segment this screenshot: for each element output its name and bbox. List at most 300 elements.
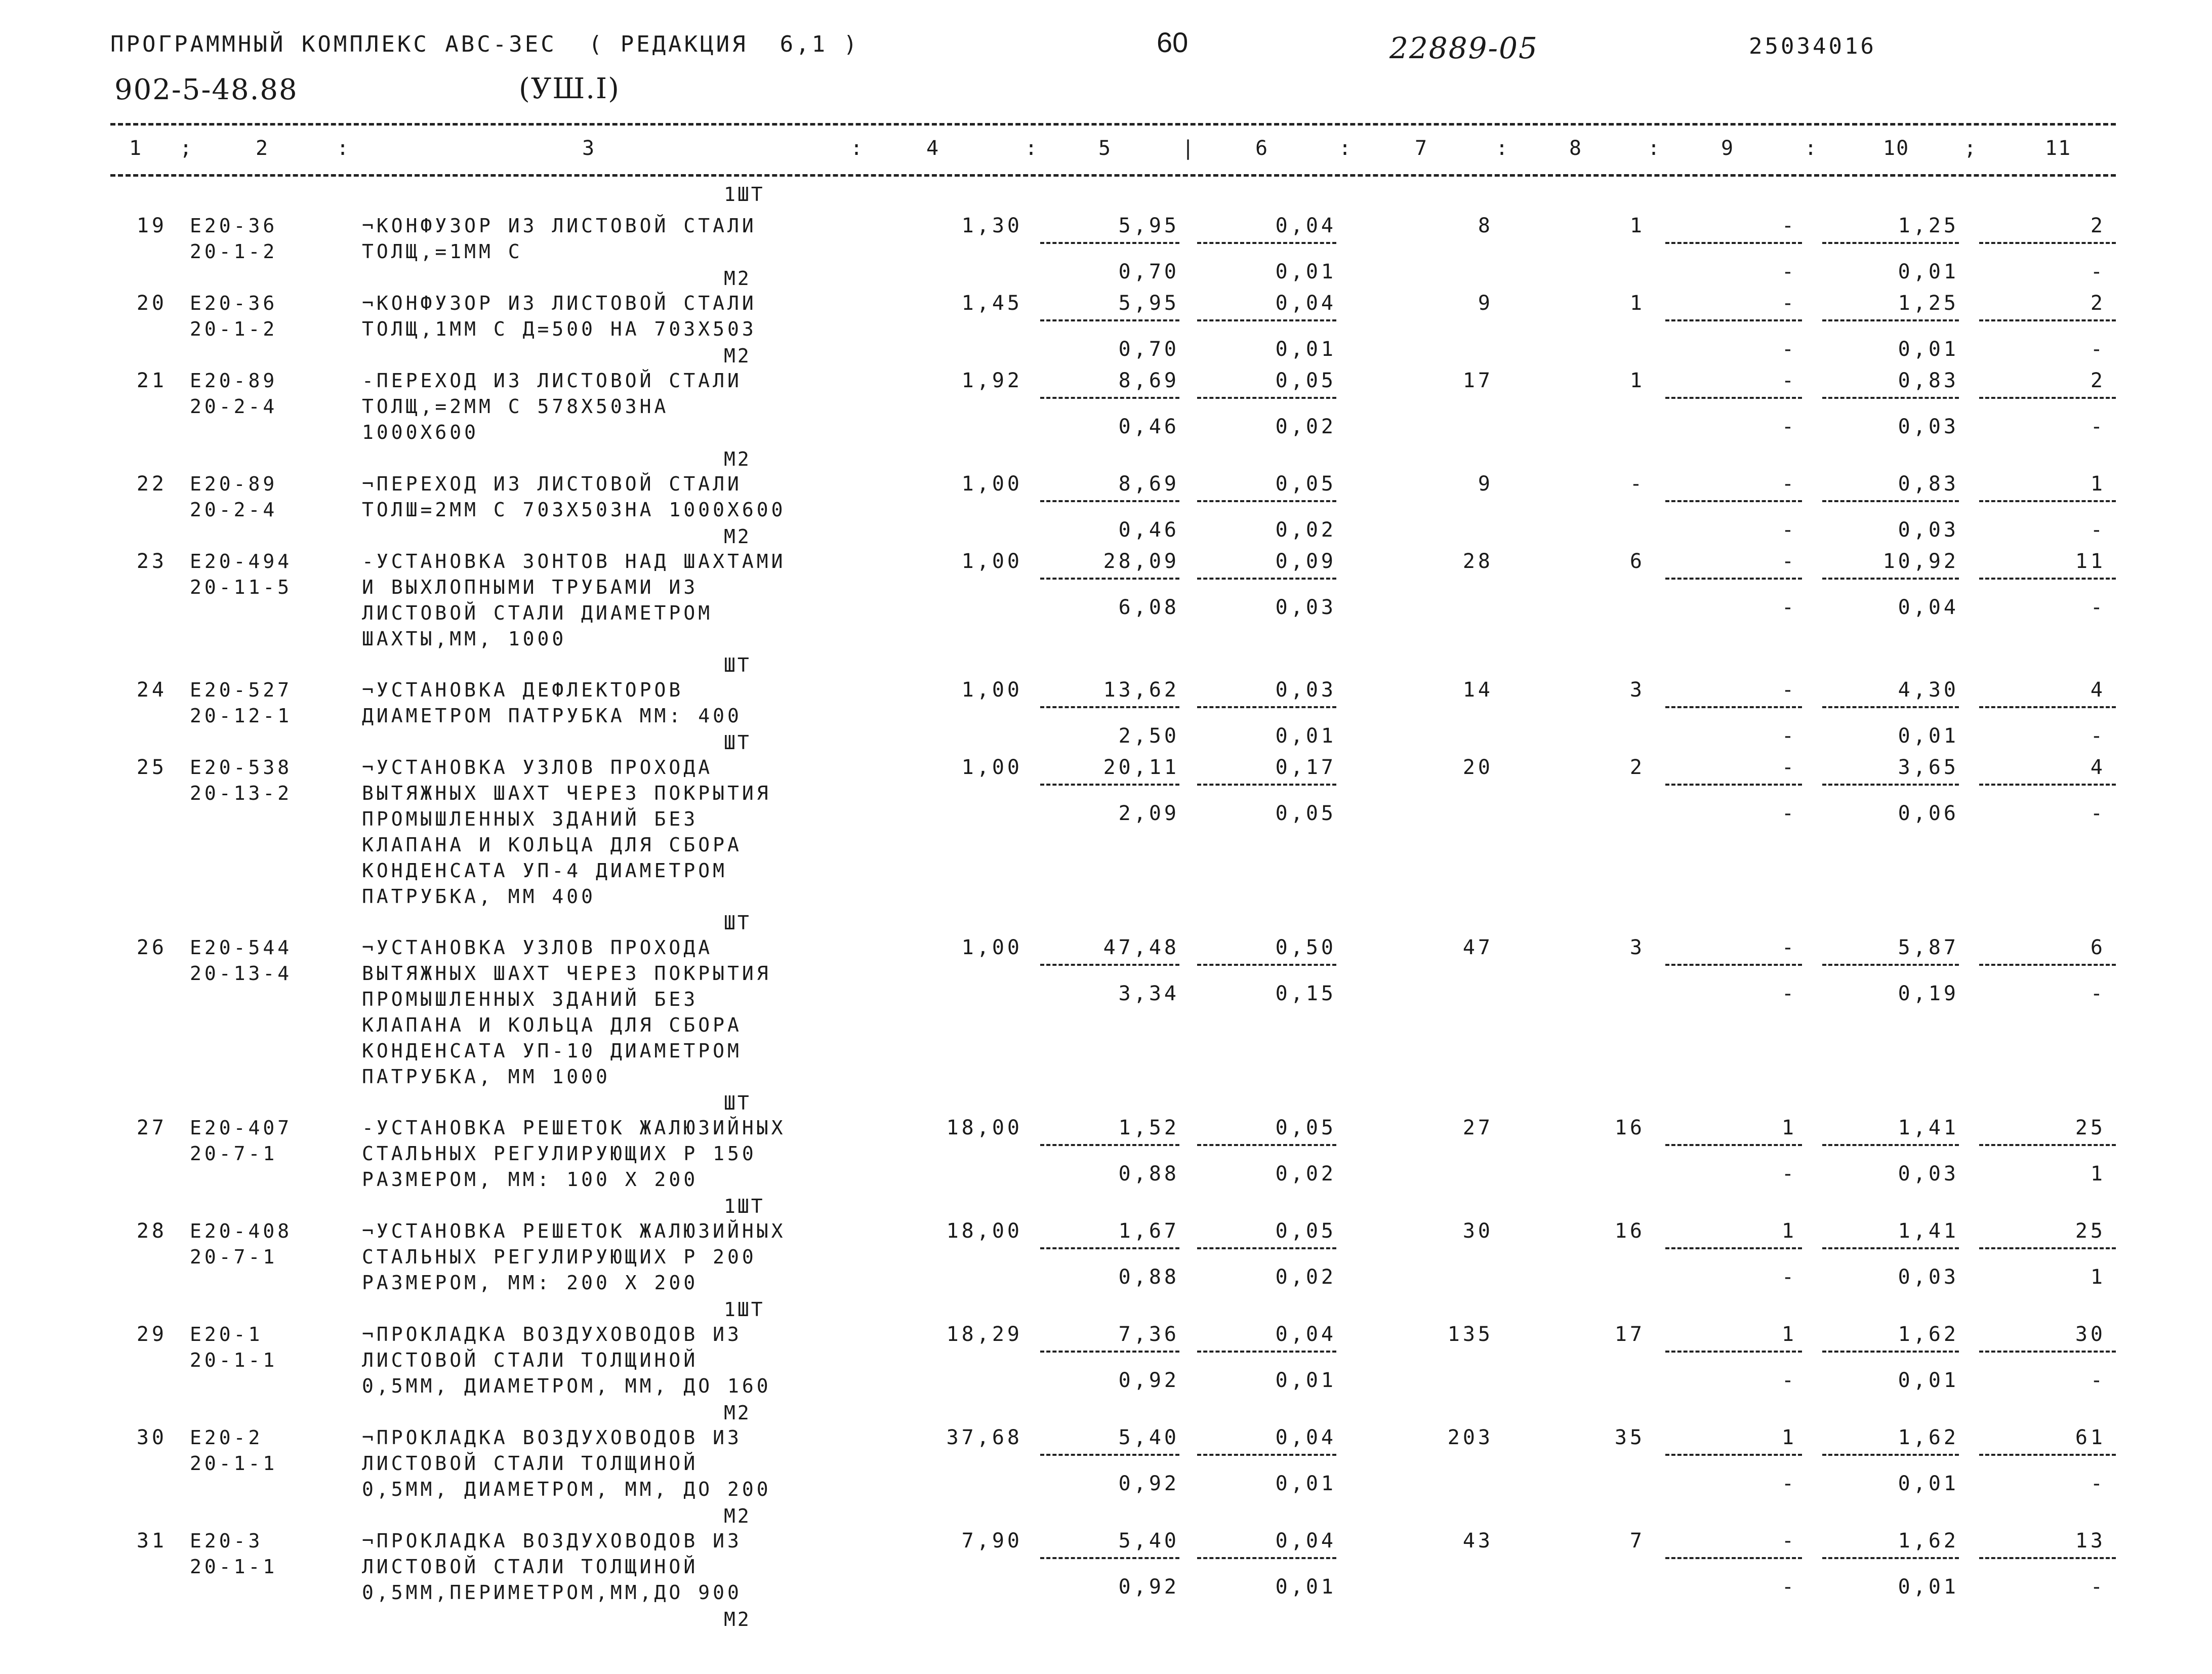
machine-cost: - bbox=[1781, 292, 1797, 315]
unit-cost-total: 20,11 bbox=[1103, 756, 1179, 779]
value-separator bbox=[1665, 397, 1802, 399]
value-separator bbox=[1040, 706, 1179, 708]
machine-labor-norm: 0,01 bbox=[1898, 338, 1959, 361]
unit-cost-total: 5,95 bbox=[1118, 214, 1179, 237]
value-separator bbox=[1979, 397, 2116, 399]
work-description: ЛИСТОВОЙ СТАЛИ ТОЛЩИНОЙ bbox=[362, 1349, 699, 1371]
machine-labor-norm: 0,03 bbox=[1898, 1162, 1959, 1186]
value-separator bbox=[1822, 578, 1959, 580]
labor-norm: 1,25 bbox=[1898, 292, 1959, 315]
machine-labor-total: - bbox=[2090, 338, 2106, 361]
value-separator bbox=[1822, 1557, 1959, 1559]
labor-norm: 1,41 bbox=[1898, 1219, 1959, 1243]
work-description: ЛИСТОВОЙ СТАЛИ ДИАМЕТРОМ bbox=[362, 602, 713, 624]
value-separator bbox=[1822, 1454, 1959, 1456]
work-description: ПРОМЫШЛЕННЫХ ЗДАНИЙ БЕЗ bbox=[362, 988, 699, 1010]
unit-cost-wages: 0,04 bbox=[1275, 292, 1336, 315]
unit-cost-machine-wages: 0,15 bbox=[1275, 982, 1336, 1005]
value-separator bbox=[1197, 397, 1336, 399]
work-description: ¬УСТАНОВКА ДЕФЛЕКТОРОВ bbox=[362, 679, 684, 701]
column-separator: | bbox=[1182, 137, 1196, 160]
work-description: ПАТРУБКА, ММ 1000 bbox=[362, 1066, 610, 1088]
labor-total: 25 bbox=[2075, 1116, 2106, 1139]
value-separator bbox=[1979, 319, 2116, 321]
total-wages: - bbox=[1629, 472, 1645, 496]
unit-cost-total: 1,67 bbox=[1118, 1219, 1179, 1243]
table-row bbox=[0, 1322, 2212, 1397]
column-separator: : bbox=[850, 137, 864, 160]
norm-code: 20-1-2 bbox=[190, 240, 278, 263]
labor-total: 11 bbox=[2075, 550, 2106, 573]
machine-cost: - bbox=[1781, 756, 1797, 779]
unit-label: ШТ bbox=[724, 912, 751, 934]
norm-code: 20-11-5 bbox=[190, 576, 293, 598]
unit-cost-machines: 0,92 bbox=[1118, 1369, 1179, 1392]
unit-cost-machine-wages: 0,01 bbox=[1275, 338, 1336, 361]
unit-cost-machines: 0,46 bbox=[1118, 518, 1179, 542]
quantity: 1,00 bbox=[961, 472, 1022, 496]
work-description: РАЗМЕРОМ, ММ: 100 Х 200 bbox=[362, 1168, 699, 1191]
value-separator bbox=[1822, 500, 1959, 502]
unit-cost-machine-wages: 0,02 bbox=[1275, 415, 1336, 438]
value-separator bbox=[1979, 784, 2116, 786]
unit-label: М2 bbox=[724, 1402, 751, 1424]
table-top-rule bbox=[110, 123, 2116, 126]
unit-cost-machine-wages: 0,01 bbox=[1275, 1369, 1336, 1392]
work-description: ¬УСТАНОВКА УЗЛОВ ПРОХОДА bbox=[362, 936, 713, 959]
row-number: 31 bbox=[136, 1529, 167, 1553]
document-code: 25034016 bbox=[1749, 33, 1876, 59]
total-cost: 20 bbox=[1462, 756, 1493, 779]
total-cost: 9 bbox=[1478, 472, 1493, 496]
value-separator bbox=[1040, 964, 1179, 966]
labor-total: 2 bbox=[2090, 292, 2106, 315]
value-separator bbox=[1197, 242, 1336, 244]
machine-cost: - bbox=[1781, 1529, 1797, 1553]
total-wages: 16 bbox=[1614, 1116, 1645, 1139]
machine-wages: - bbox=[1781, 415, 1797, 438]
work-description: КЛАПАНА И КОЛЬЦА ДЛЯ СБОРА bbox=[362, 1014, 742, 1036]
unit-label: 1ШТ bbox=[724, 1298, 765, 1321]
table-row bbox=[0, 1528, 2212, 1604]
work-description: КЛАПАНА И КОЛЬЦА ДЛЯ СБОРА bbox=[362, 834, 742, 856]
machine-cost: - bbox=[1781, 678, 1797, 702]
work-description: ¬КОНФУЗОР ИЗ ЛИСТОВОЙ СТАЛИ bbox=[362, 215, 757, 237]
unit-label: М2 bbox=[724, 1505, 751, 1527]
unit-cost-total: 8,69 bbox=[1118, 472, 1179, 496]
work-description: ¬ПРОКЛАДКА ВОЗДУХОВОДОВ ИЗ bbox=[362, 1530, 742, 1552]
row-number: 27 bbox=[136, 1116, 167, 1139]
value-separator bbox=[1979, 964, 2116, 966]
value-separator bbox=[1040, 1351, 1179, 1353]
work-description: ПРОМЫШЛЕННЫХ ЗДАНИЙ БЕЗ bbox=[362, 808, 699, 830]
norm-code: 20-1-1 bbox=[190, 1556, 278, 1578]
value-separator bbox=[1665, 1454, 1802, 1456]
value-separator bbox=[1040, 397, 1179, 399]
column-header-3: 3 bbox=[582, 137, 596, 160]
total-cost: 8 bbox=[1478, 214, 1493, 237]
value-separator bbox=[1822, 964, 1959, 966]
row-number: 26 bbox=[136, 936, 167, 959]
row-number: 29 bbox=[136, 1323, 167, 1346]
unit-cost-machines: 0,88 bbox=[1118, 1265, 1179, 1289]
labor-norm: 1,62 bbox=[1898, 1529, 1959, 1553]
series-number: 902-5-48.88 bbox=[114, 73, 298, 106]
machine-wages: - bbox=[1781, 1369, 1797, 1392]
work-description: ПАТРУБКА, ММ 400 bbox=[362, 885, 596, 908]
unit-cost-wages: 0,05 bbox=[1275, 1116, 1336, 1139]
norm-code: 20-13-4 bbox=[190, 962, 293, 985]
labor-norm: 3,65 bbox=[1898, 756, 1959, 779]
value-separator bbox=[1197, 1351, 1336, 1353]
value-separator bbox=[1979, 706, 2116, 708]
quantity: 1,00 bbox=[961, 936, 1022, 959]
unit-label: 1ШТ bbox=[724, 1195, 765, 1217]
machine-wages: - bbox=[1781, 1575, 1797, 1599]
column-header-5: 5 bbox=[1098, 137, 1112, 160]
column-header-8: 8 bbox=[1569, 137, 1583, 160]
total-wages: 1 bbox=[1629, 214, 1645, 237]
table-row bbox=[0, 549, 2212, 650]
unit-cost-total: 5,40 bbox=[1118, 1426, 1179, 1449]
row-number: 22 bbox=[136, 472, 167, 496]
column-header-9: 9 bbox=[1721, 137, 1735, 160]
machine-labor-total: - bbox=[2090, 518, 2106, 542]
machine-labor-norm: 0,19 bbox=[1898, 982, 1959, 1005]
work-description: ТОЛЩ,1ММ С Д=500 НА 703Х503 bbox=[362, 318, 757, 340]
row-number: 20 bbox=[136, 292, 167, 315]
work-description: ЛИСТОВОЙ СТАЛИ ТОЛЩИНОЙ bbox=[362, 1556, 699, 1578]
unit-cost-total: 13,62 bbox=[1103, 678, 1179, 702]
labor-total: 1 bbox=[2090, 472, 2106, 496]
value-separator bbox=[1665, 242, 1802, 244]
total-cost: 14 bbox=[1462, 678, 1493, 702]
value-separator bbox=[1197, 1557, 1336, 1559]
machine-labor-total: - bbox=[2090, 415, 2106, 438]
price-code: Е20-89 bbox=[190, 370, 278, 392]
quantity: 1,00 bbox=[961, 756, 1022, 779]
quantity: 18,00 bbox=[946, 1116, 1022, 1139]
price-code: Е20-494 bbox=[190, 550, 293, 573]
labor-total: 2 bbox=[2090, 214, 2106, 237]
unit-cost-machines: 0,88 bbox=[1118, 1162, 1179, 1186]
work-description: ТОЛШ=2ММ С 703Х503НА 1000Х600 bbox=[362, 499, 786, 521]
unit-label: М2 bbox=[724, 525, 751, 548]
machine-cost: - bbox=[1781, 369, 1797, 392]
total-cost: 27 bbox=[1462, 1116, 1493, 1139]
unit-cost-total: 1,52 bbox=[1118, 1116, 1179, 1139]
labor-norm: 1,62 bbox=[1898, 1323, 1959, 1346]
table-header-rule bbox=[110, 174, 2116, 177]
quantity: 1,45 bbox=[961, 292, 1022, 315]
unit-cost-total: 47,48 bbox=[1103, 936, 1179, 959]
unit-cost-machine-wages: 0,01 bbox=[1275, 1575, 1336, 1599]
unit-cost-wages: 0,04 bbox=[1275, 1426, 1336, 1449]
total-wages: 2 bbox=[1629, 756, 1645, 779]
labor-norm: 10,92 bbox=[1882, 550, 1959, 573]
labor-total: 4 bbox=[2090, 678, 2106, 702]
norm-code: 20-1-1 bbox=[190, 1349, 278, 1371]
column-separator: : bbox=[337, 137, 350, 160]
value-separator bbox=[1822, 1144, 1959, 1146]
column-header-7: 7 bbox=[1415, 137, 1428, 160]
column-separator: : bbox=[1648, 137, 1661, 160]
machine-wages: - bbox=[1781, 982, 1797, 1005]
total-wages: 35 bbox=[1614, 1426, 1645, 1449]
total-cost: 9 bbox=[1478, 292, 1493, 315]
quantity: 1,30 bbox=[961, 214, 1022, 237]
total-cost: 135 bbox=[1447, 1323, 1493, 1346]
price-code: Е20-407 bbox=[190, 1117, 293, 1139]
machine-wages: - bbox=[1781, 260, 1797, 283]
work-description: ШАХТЫ,ММ, 1000 bbox=[362, 628, 567, 650]
quantity: 1,00 bbox=[961, 550, 1022, 573]
work-description: ТОЛЩ,=1ММ С bbox=[362, 240, 523, 263]
unit-cost-wages: 0,03 bbox=[1275, 678, 1336, 702]
norm-code: 20-13-2 bbox=[190, 782, 293, 804]
work-description: 1000Х600 bbox=[362, 421, 479, 443]
norm-code: 20-12-1 bbox=[190, 705, 293, 727]
unit-label: 1ШТ bbox=[724, 183, 765, 206]
work-description: -ПЕРЕХОД ИЗ ЛИСТОВОЙ СТАЛИ bbox=[362, 370, 742, 392]
value-separator bbox=[1979, 1144, 2116, 1146]
machine-cost: 1 bbox=[1781, 1323, 1797, 1346]
unit-cost-machines: 2,09 bbox=[1118, 802, 1179, 825]
machine-labor-norm: 0,03 bbox=[1898, 415, 1959, 438]
unit-cost-wages: 0,50 bbox=[1275, 936, 1336, 959]
norm-code: 20-2-4 bbox=[190, 499, 278, 521]
machine-wages: - bbox=[1781, 596, 1797, 619]
total-cost: 203 bbox=[1447, 1426, 1493, 1449]
section-label: (УШ.I) bbox=[519, 72, 620, 105]
quantity: 1,00 bbox=[961, 678, 1022, 702]
work-description: -УСТАНОВКА ЗОНТОВ НАД ШАХТАМИ bbox=[362, 550, 786, 573]
value-separator bbox=[1665, 1247, 1802, 1249]
table-row bbox=[0, 368, 2212, 443]
machine-labor-norm: 0,04 bbox=[1898, 596, 1959, 619]
unit-cost-wages: 0,04 bbox=[1275, 1323, 1336, 1346]
labor-norm: 1,25 bbox=[1898, 214, 1959, 237]
machine-labor-total: - bbox=[2090, 1369, 2106, 1392]
quantity: 37,68 bbox=[946, 1426, 1022, 1449]
value-separator bbox=[1979, 1557, 2116, 1559]
machine-labor-total: - bbox=[2090, 982, 2106, 1005]
norm-code: 20-1-2 bbox=[190, 318, 278, 340]
value-separator bbox=[1197, 1247, 1336, 1249]
total-cost: 17 bbox=[1462, 369, 1493, 392]
value-separator bbox=[1979, 578, 2116, 580]
work-description: 0,5ММ,ПЕРИМЕТРОМ,ММ,ДО 900 bbox=[362, 1581, 742, 1604]
total-wages: 6 bbox=[1629, 550, 1645, 573]
work-description: ТОЛЩ,=2ММ С 578Х503НА bbox=[362, 395, 669, 418]
unit-cost-machines: 0,46 bbox=[1118, 415, 1179, 438]
unit-cost-wages: 0,04 bbox=[1275, 1529, 1336, 1553]
machine-labor-total: - bbox=[2090, 1472, 2106, 1495]
row-number: 28 bbox=[136, 1219, 167, 1243]
column-separator: : bbox=[1025, 137, 1039, 160]
unit-cost-machines: 0,70 bbox=[1118, 338, 1179, 361]
table-row bbox=[0, 1218, 2212, 1294]
column-separator: : bbox=[1339, 137, 1353, 160]
work-description: 0,5ММ, ДИАМЕТРОМ, ММ, ДО 160 bbox=[362, 1375, 771, 1397]
machine-labor-norm: 0,01 bbox=[1898, 724, 1959, 748]
unit-cost-wages: 0,05 bbox=[1275, 472, 1336, 496]
machine-cost: 1 bbox=[1781, 1116, 1797, 1139]
machine-labor-norm: 0,03 bbox=[1898, 518, 1959, 542]
work-description: ВЫТЯЖНЫХ ШАХТ ЧЕРЕЗ ПОКРЫТИЯ bbox=[362, 782, 771, 804]
work-description: ¬УСТАНОВКА РЕШЕТОК ЖАЛЮЗИЙНЫХ bbox=[362, 1220, 786, 1242]
table-row bbox=[0, 1425, 2212, 1500]
work-description: ВЫТЯЖНЫХ ШАХТ ЧЕРЕЗ ПОКРЫТИЯ bbox=[362, 962, 771, 985]
price-code: Е20-36 bbox=[190, 215, 278, 237]
work-description: ¬ПЕРЕХОД ИЗ ЛИСТОВОЙ СТАЛИ bbox=[362, 473, 742, 495]
value-separator bbox=[1665, 319, 1802, 321]
unit-label: М2 bbox=[724, 1608, 751, 1630]
price-code: Е20-538 bbox=[190, 756, 293, 779]
norm-code: 20-7-1 bbox=[190, 1142, 278, 1165]
work-description: ¬ПРОКЛАДКА ВОЗДУХОВОДОВ ИЗ bbox=[362, 1426, 742, 1449]
machine-wages: - bbox=[1781, 1162, 1797, 1186]
unit-label: ШТ bbox=[724, 1092, 751, 1114]
labor-norm: 0,83 bbox=[1898, 369, 1959, 392]
column-separator: : bbox=[1805, 137, 1818, 160]
unit-cost-machine-wages: 0,01 bbox=[1275, 260, 1336, 283]
value-separator bbox=[1665, 500, 1802, 502]
value-separator bbox=[1665, 964, 1802, 966]
total-wages: 1 bbox=[1629, 369, 1645, 392]
machine-labor-norm: 0,06 bbox=[1898, 802, 1959, 825]
labor-norm: 5,87 bbox=[1898, 936, 1959, 959]
value-separator bbox=[1822, 319, 1959, 321]
quantity: 18,29 bbox=[946, 1323, 1022, 1346]
value-separator bbox=[1822, 397, 1959, 399]
value-separator bbox=[1197, 319, 1336, 321]
column-header-4: 4 bbox=[926, 137, 940, 160]
column-separator: ; bbox=[180, 137, 193, 160]
total-wages: 3 bbox=[1629, 678, 1645, 702]
unit-cost-total: 8,69 bbox=[1118, 369, 1179, 392]
unit-cost-machine-wages: 0,01 bbox=[1275, 1472, 1336, 1495]
work-description: КОНДЕНСАТА УП-4 ДИАМЕТРОМ bbox=[362, 860, 727, 882]
value-separator bbox=[1040, 578, 1179, 580]
price-code: Е20-408 bbox=[190, 1220, 293, 1242]
quantity: 1,92 bbox=[961, 369, 1022, 392]
labor-total: 25 bbox=[2075, 1219, 2106, 1243]
unit-cost-machines: 6,08 bbox=[1118, 596, 1179, 619]
work-description: КОНДЕНСАТА УП-10 ДИАМЕТРОМ bbox=[362, 1040, 742, 1062]
price-code: Е20-36 bbox=[190, 292, 278, 314]
value-separator bbox=[1822, 242, 1959, 244]
value-separator bbox=[1040, 1247, 1179, 1249]
machine-cost: 1 bbox=[1781, 1219, 1797, 1243]
work-description: РАЗМЕРОМ, ММ: 200 Х 200 bbox=[362, 1272, 699, 1294]
unit-label: ШТ bbox=[724, 731, 751, 754]
norm-code: 20-1-1 bbox=[190, 1452, 278, 1475]
unit-cost-wages: 0,05 bbox=[1275, 369, 1336, 392]
work-description: ДИАМЕТРОМ ПАТРУБКА ММ: 400 bbox=[362, 705, 742, 727]
value-separator bbox=[1197, 964, 1336, 966]
value-separator bbox=[1665, 1351, 1802, 1353]
machine-wages: - bbox=[1781, 802, 1797, 825]
machine-wages: - bbox=[1781, 1265, 1797, 1289]
labor-total: 2 bbox=[2090, 369, 2106, 392]
work-description: ¬ПРОКЛАДКА ВОЗДУХОВОДОВ ИЗ bbox=[362, 1323, 742, 1345]
value-separator bbox=[1197, 578, 1336, 580]
value-separator bbox=[1040, 319, 1179, 321]
value-separator bbox=[1040, 1454, 1179, 1456]
machine-labor-norm: 0,01 bbox=[1898, 1369, 1959, 1392]
value-separator bbox=[1197, 706, 1336, 708]
unit-cost-machine-wages: 0,02 bbox=[1275, 1265, 1336, 1289]
total-wages: 7 bbox=[1629, 1529, 1645, 1553]
value-separator bbox=[1040, 500, 1179, 502]
column-separator: : bbox=[1496, 137, 1509, 160]
machine-wages: - bbox=[1781, 1472, 1797, 1495]
machine-wages: - bbox=[1781, 724, 1797, 748]
unit-cost-machine-wages: 0,05 bbox=[1275, 802, 1336, 825]
unit-cost-wages: 0,17 bbox=[1275, 756, 1336, 779]
value-separator bbox=[1979, 1351, 2116, 1353]
value-separator bbox=[1979, 1454, 2116, 1456]
unit-cost-machines: 2,50 bbox=[1118, 724, 1179, 748]
unit-cost-total: 7,36 bbox=[1118, 1323, 1179, 1346]
unit-label: М2 bbox=[724, 448, 751, 470]
column-separator: ; bbox=[1964, 137, 1978, 160]
value-separator bbox=[1822, 784, 1959, 786]
row-number: 19 bbox=[136, 214, 167, 237]
work-description: СТАЛЬНЫХ РЕГУЛИРУЮЩИХ Р 150 bbox=[362, 1142, 757, 1165]
price-code: Е20-89 bbox=[190, 473, 278, 495]
unit-cost-machine-wages: 0,03 bbox=[1275, 596, 1336, 619]
value-separator bbox=[1665, 1144, 1802, 1146]
row-number: 30 bbox=[136, 1426, 167, 1449]
labor-norm: 0,83 bbox=[1898, 472, 1959, 496]
total-wages: 1 bbox=[1629, 292, 1645, 315]
machine-labor-norm: 0,01 bbox=[1898, 1472, 1959, 1495]
work-description: И ВЫХЛОПНЫМИ ТРУБАМИ ИЗ bbox=[362, 576, 699, 598]
machine-labor-total: - bbox=[2090, 596, 2106, 619]
unit-cost-machine-wages: 0,02 bbox=[1275, 1162, 1336, 1186]
unit-label: ШТ bbox=[724, 654, 751, 676]
value-separator bbox=[1665, 784, 1802, 786]
value-separator bbox=[1197, 1454, 1336, 1456]
total-wages: 16 bbox=[1614, 1219, 1645, 1243]
unit-cost-machines: 0,92 bbox=[1118, 1472, 1179, 1495]
column-header-11: 11 bbox=[2045, 137, 2072, 160]
total-wages: 3 bbox=[1629, 936, 1645, 959]
value-separator bbox=[1197, 500, 1336, 502]
work-description: ЛИСТОВОЙ СТАЛИ ТОЛЩИНОЙ bbox=[362, 1452, 699, 1475]
price-code: Е20-3 bbox=[190, 1530, 263, 1552]
value-separator bbox=[1197, 1144, 1336, 1146]
row-number: 25 bbox=[136, 756, 167, 779]
unit-label: М2 bbox=[724, 345, 751, 367]
price-code: Е20-2 bbox=[190, 1426, 263, 1449]
table-row bbox=[0, 935, 2212, 1088]
row-number: 21 bbox=[136, 369, 167, 392]
quantity: 7,90 bbox=[961, 1529, 1022, 1553]
machine-labor-total: - bbox=[2090, 802, 2106, 825]
norm-code: 20-7-1 bbox=[190, 1246, 278, 1268]
machine-labor-norm: 0,03 bbox=[1898, 1265, 1959, 1289]
table-row bbox=[0, 755, 2212, 908]
labor-total: 61 bbox=[2075, 1426, 2106, 1449]
value-separator bbox=[1040, 1144, 1179, 1146]
labor-total: 30 bbox=[2075, 1323, 2106, 1346]
column-header-1: 1 bbox=[129, 137, 143, 160]
unit-cost-total: 5,40 bbox=[1118, 1529, 1179, 1553]
quantity: 18,00 bbox=[946, 1219, 1022, 1243]
